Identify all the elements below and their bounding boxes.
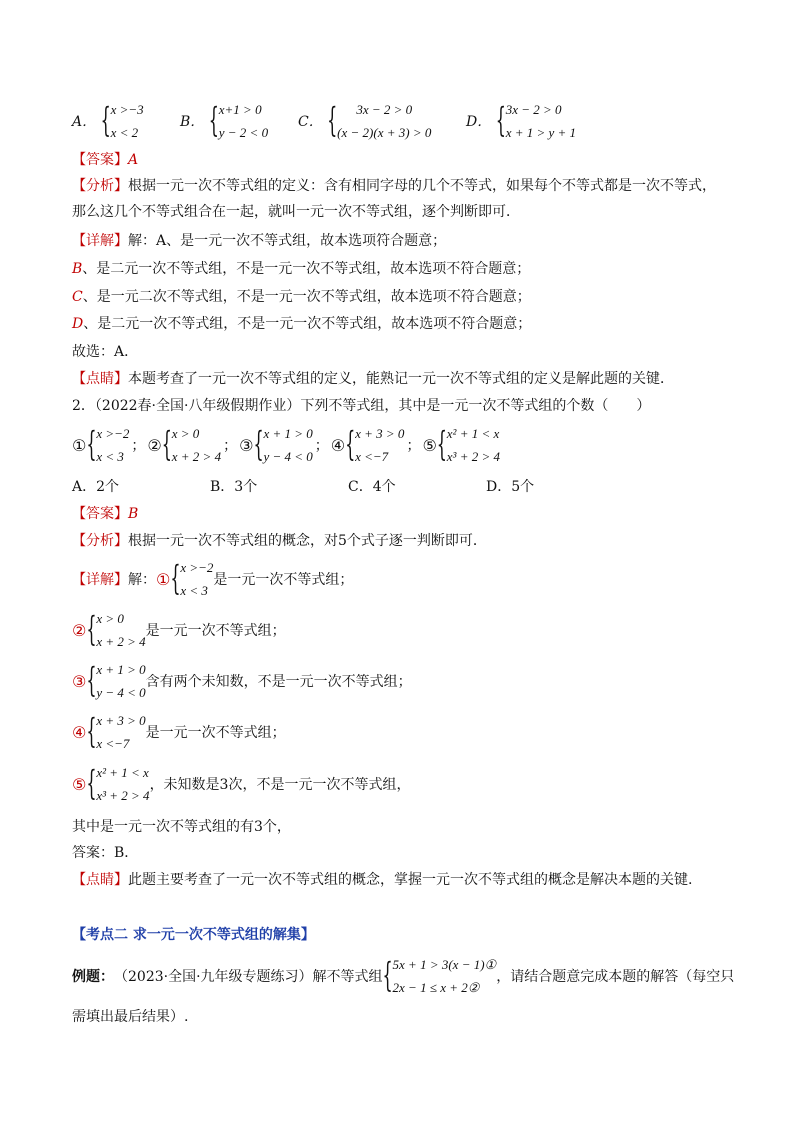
answer-value: A [128, 152, 139, 168]
q2-analysis: 【分析】根据一元一次不等式组的概念，对5个式子逐一判断即可． [72, 533, 487, 549]
inequality-system: { x + 1 > 0 y − 4 < 0 [86, 660, 146, 700]
q2-stem: 2．（2022春·全国·八年级假期作业）下列不等式组，其中是一元一次不等式组的个数（ ） [72, 398, 651, 414]
comment-text: 本题考查了一元一次不等式组的定义，能熟记一元一次不等式组的定义是解此题的关键． [128, 371, 674, 387]
q2-detail-2: ② { x > 0 x + 2 > 4 是一元一次不等式组； [72, 608, 286, 652]
analysis-tag: 【分析】 [72, 178, 128, 194]
option-label: B． [180, 114, 205, 130]
q2-answer: 【答案】B [72, 506, 139, 522]
q1-choose: 故选：A． [72, 344, 139, 360]
detail-tag: 【详解】 [72, 233, 128, 249]
q1-detail-d: D、是二元一次不等式组，不是一元一次不等式组，故本选项不符合题意； [72, 316, 532, 332]
q1-detail-c: C、是一元二次不等式组，不是一元一次不等式组，故本选项不符合题意； [72, 289, 531, 305]
q1-analysis [72, 173, 716, 199]
example-label: 例题： [72, 969, 114, 985]
inequality-system: { x > 0 x + 2 > 4 [86, 609, 146, 649]
inequality-system: { x >−3 x < 2 [100, 100, 144, 140]
q2-comment: 【点睛】此题主要考查了一元一次不等式组的概念，掌握一元一次不等式组的概念是解决本题的关键. [72, 872, 693, 888]
q1-detail-b: B、是二元一次不等式组，不是一元一次不等式组，故本选项不符合题意； [72, 261, 531, 277]
option-label: D． [466, 114, 492, 130]
analysis-text: 根据一元一次不等式组的定义：含有相同字母的几个不等式，如果每个不等式都是一次不等式， [128, 178, 716, 194]
q2-detail-3: ③ { x + 1 > 0 y − 4 < 0 含有两个未知数，不是一元一次不等式组； [72, 659, 412, 703]
choice-c[interactable]: C．4个 [348, 479, 396, 495]
detail-text: 解：A、是一元一次不等式组，故本选项符合题意； [128, 233, 447, 249]
example-line-2: 需填出最后结果）. [72, 1009, 189, 1025]
option-c[interactable] [298, 98, 431, 144]
inequality-system: { x+1 > 0 y − 2 < 0 [208, 100, 269, 140]
choice-a[interactable]: A．2个 [72, 479, 120, 495]
inequality-system: { 5x + 1 > 3(x − 1)① 2x − 1 ≤ x + 2② [382, 955, 497, 995]
inequality-system: { x² + 1 < x x³ + 2 > 4 [436, 424, 500, 464]
q1-analysis-cont: 那么这几个不等式组合在一起，就叫一元一次不等式组，逐个判断即可． [72, 204, 520, 220]
section-heading: 【考点二 求一元一次不等式组的解集】 [72, 927, 315, 943]
example-tail: ，请结合题意完成本题的解答（每空只 [496, 969, 735, 985]
option-label: C． [298, 114, 323, 130]
comment-tag: 【点睛】 [72, 371, 128, 387]
q2-detail-5: ⑤ { x² + 1 < x x³ + 2 > 4 ，未知数是3次，不是一元一次不等式组， [72, 762, 410, 806]
q1-answer [72, 147, 138, 173]
inequality-system: { x² + 1 < x x³ + 2 > 4 [86, 763, 150, 803]
inequality-system: { x + 3 > 0 x <−7 [86, 711, 146, 751]
option-b[interactable] [180, 98, 268, 144]
option-d[interactable] [466, 98, 576, 144]
q2-systems: ① { x >−2 x < 3 ； ② { x > 0 x + 2 > 4 ； ③ { x + 1 > 0 y − 4 < 0 ； ④ { x + 3 > 0 x <−7 ； ⑤ { x² + 1 < x x³ + 2 > 4 [72, 421, 500, 469]
q2-detail-4: ④ { x + 3 > 0 x <−7 是一元一次不等式组； [72, 710, 286, 754]
inequality-system: { 3x − 2 > 0 x + 1 > y + 1 [495, 100, 577, 140]
option-a[interactable] [72, 98, 144, 144]
q2-summary: 其中是一元一次不等式组的有3个， [72, 819, 291, 835]
choice-d[interactable]: D．5个 [486, 479, 535, 495]
inequality-system: { x > 0 x + 2 > 4 [161, 424, 222, 464]
q1-options [72, 98, 722, 146]
answer-tag: 【答案】 [72, 152, 128, 168]
inequality-system: { x >−2 x < 3 [170, 558, 214, 598]
q1-detail [72, 228, 446, 254]
q1-comment [72, 366, 674, 392]
inequality-system: { x + 1 > 0 y − 4 < 0 [253, 424, 313, 464]
q2-detail-1: 【详解】 解： ① { x >−2 x < 3 是一元一次不等式组； [72, 557, 353, 601]
inequality-system: { x + 3 > 0 x <−7 [345, 424, 405, 464]
example-line [72, 952, 734, 1000]
q2-final: 答案：B． [72, 845, 139, 861]
example-text: （2023·全国·九年级专题练习）解不等式组 [114, 969, 383, 985]
inequality-system: { x >−2 x < 3 [86, 424, 130, 464]
option-label: A． [72, 114, 97, 130]
inequality-system: { 3x − 2 > 0 (x − 2)(x + 3) > 0 [327, 100, 432, 140]
choice-b[interactable]: B．3个 [210, 479, 258, 495]
